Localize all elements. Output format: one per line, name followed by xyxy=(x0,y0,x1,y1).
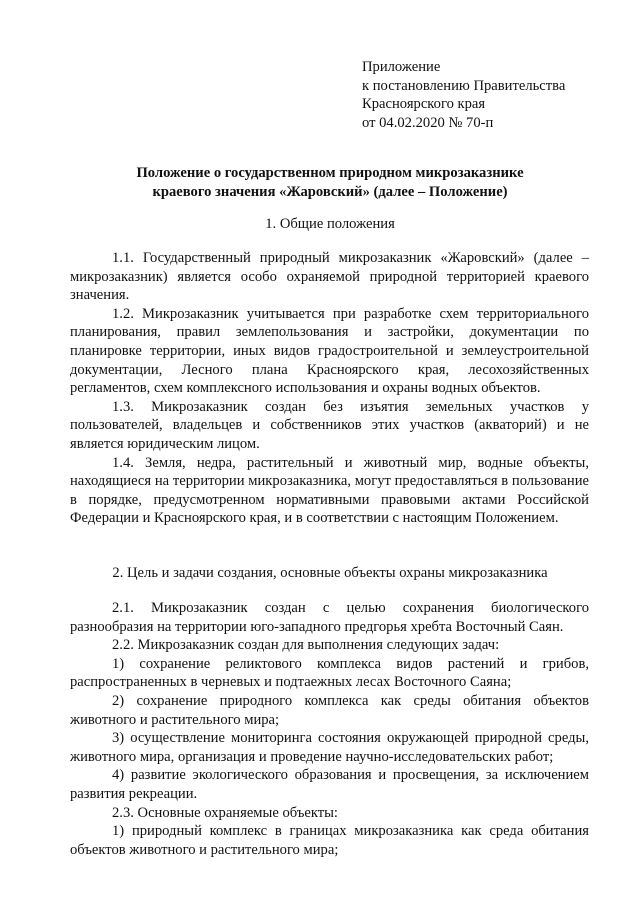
document-title-line: краевого значения «Жаровский» (далее – Положение) xyxy=(152,184,508,200)
document-title-line: Положение о государственном природном микрозаказнике xyxy=(136,165,524,181)
section-heading-1: 1. Общие положения xyxy=(265,216,395,232)
list-item: 3) осуществление мониторинга состояния окружающей природной среды, животного мира, организация и проведение научно-исследовательских работ; xyxy=(70,730,589,765)
section-body-1 xyxy=(70,249,589,528)
annex-line: Красноярского края xyxy=(362,96,486,112)
document-title xyxy=(70,164,590,202)
annex-line: к постановлению Правительства xyxy=(362,77,566,94)
list-item: 2) сохранение природного комплекса как среды обитания объектов животного и растительного мира; xyxy=(70,692,589,728)
paragraph: 2.2. Микрозаказник создан для выполнения следующих задач: xyxy=(112,637,500,654)
annex-date-line: от 04.02.2020 № 70-п xyxy=(362,114,494,131)
section-heading-2: 2. Цель и задачи создания, основные объекты охраны микрозаказника xyxy=(112,565,548,581)
paragraph: 1.1. Государственный природный микрозаказник «Жаровский» (далее – микрозаказник) является особо охраняемой природной территорией краевого значения. xyxy=(70,250,589,304)
paragraph: 1.2. Микрозаказник учитывается при разработке схем территориального планирования, правил землепользования и застройки, документации по планировке территории, иных видов градостроительной и землеустроительной документации, Лесного плана Красноярского края, лесохозяйственных регламентов, схем комплексного использования и охраны водных объектов. xyxy=(70,305,589,397)
list-item: 4) развитие экологического образования и просвещения, за исключением развития рекреации. xyxy=(70,767,589,802)
section-body-2 xyxy=(70,599,589,859)
list-item: 1) сохранение реликтового комплекса видов растений и грибов, распространенных в черневых и подтаежных лесах Восточного Саяна; xyxy=(70,655,589,691)
paragraph: 1.3. Микрозаказник создан без изъятия земельных участков у пользователей, владельцев и собственников этих участков (акваторий) и не является юридическим лицом. xyxy=(70,398,589,452)
annex-line: Приложение xyxy=(362,59,441,75)
paragraph: 1.4. Земля, недра, растительный и животный мир, водные объекты, находящиеся на территории микрозаказника, могут предоставляться в пользование в порядке, предусмотренном нормативными правовыми актами Российской Федерации и Красноярского края, и в соответствии с настоящим Положением. xyxy=(70,454,589,527)
paragraph: 2.3. Основные охраняемые объекты: xyxy=(112,804,338,821)
annex-block xyxy=(362,58,565,132)
paragraph: 2.1. Микрозаказник создан с целью сохранения биологического разнообразия на территории юго-западного предгорья хребта Восточный Саян. xyxy=(70,600,589,635)
list-item: 1) природный комплекс в границах микрозаказника как среда обитания объектов животного и растительного мира; xyxy=(70,823,589,858)
